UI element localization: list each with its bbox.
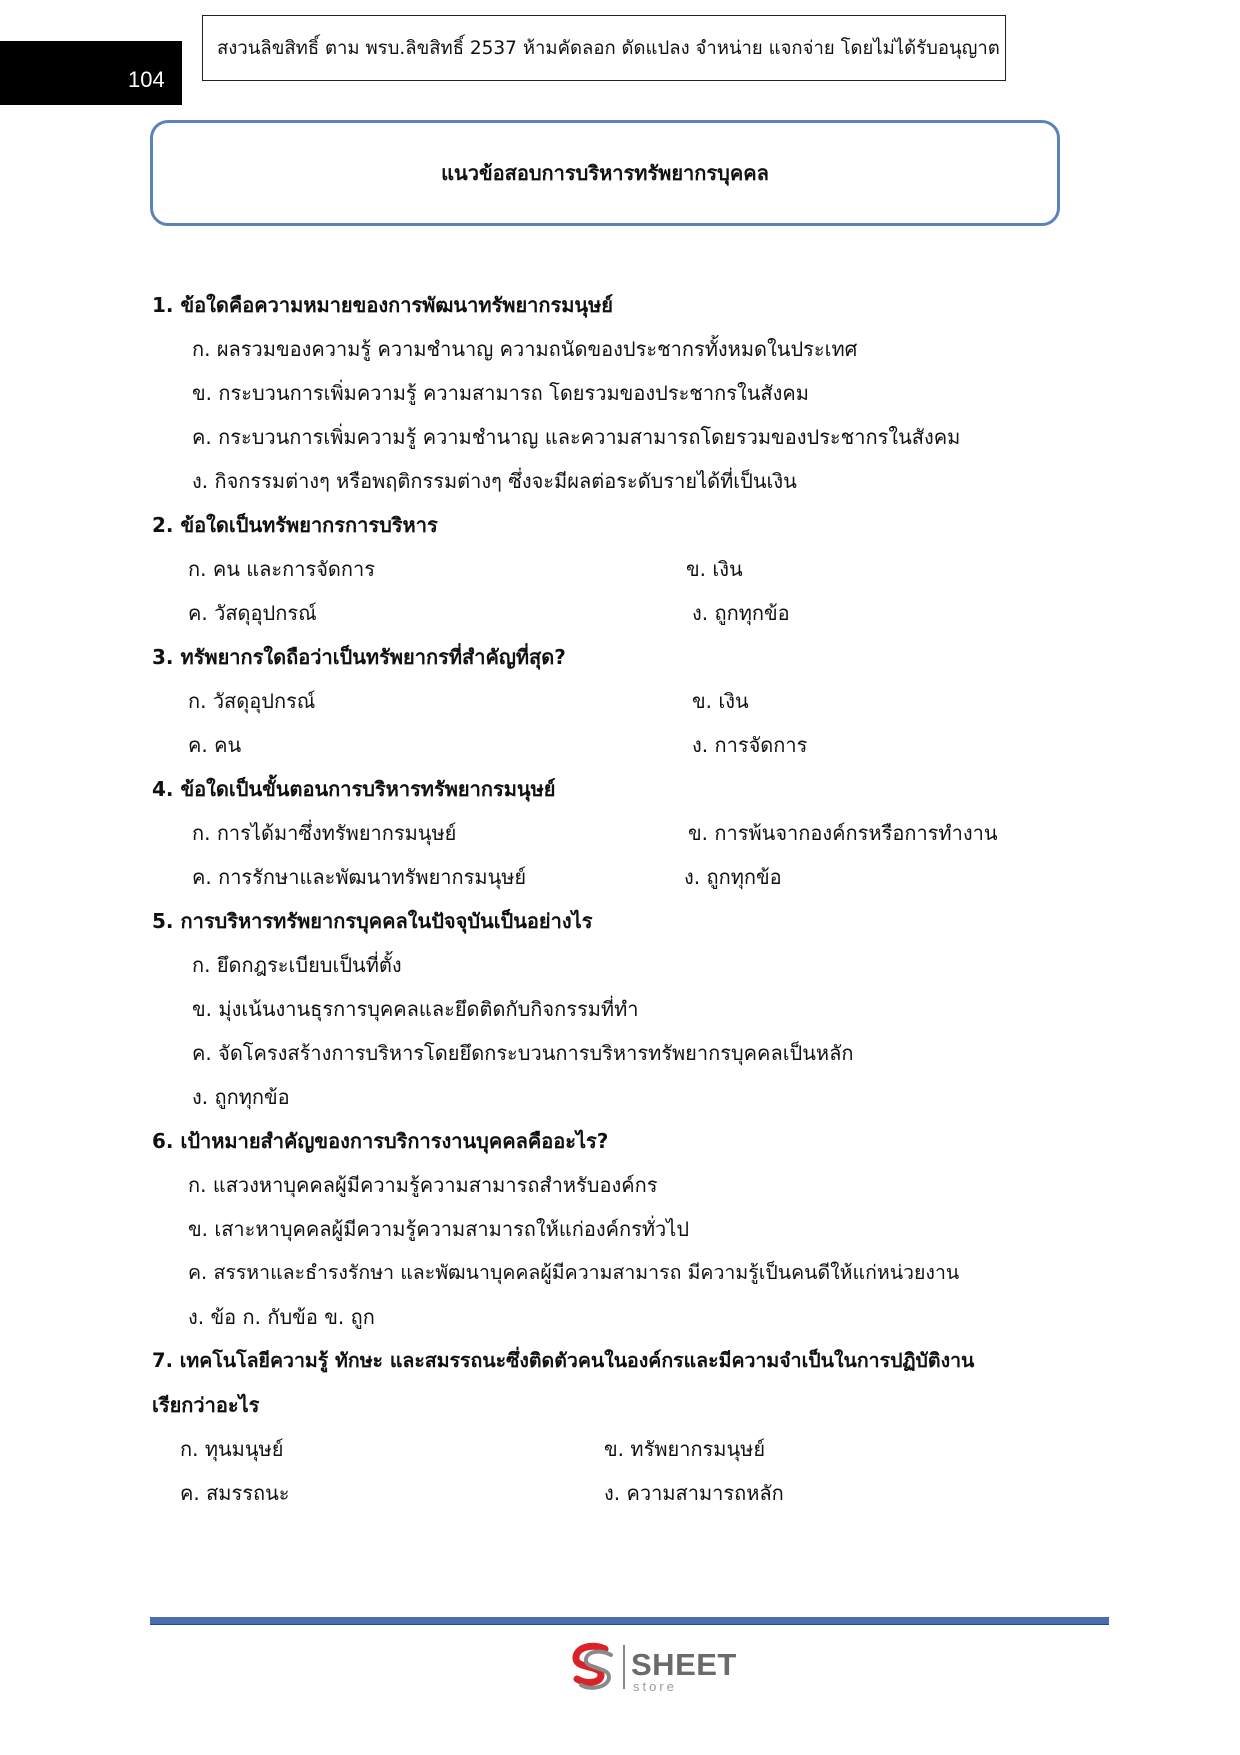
- question-3: [0, 635, 1240, 679]
- question-text: 1. ข้อใดคือความหมายของการพัฒนาทรัพยากรมนุษย์: [152, 293, 613, 317]
- option: ข. มุ่งเน้นงานธุรการบุคคลและยึดติดกับกิจกรรมที่ทำ: [192, 997, 639, 1021]
- page-number-box: [0, 41, 182, 105]
- footer-rule: [150, 1617, 1109, 1625]
- question-text: 4. ข้อใดเป็นขั้นตอนการบริหารทรัพยากรมนุษย์: [152, 777, 556, 801]
- option: ง. ข้อ ก. กับข้อ ข. ถูก: [188, 1305, 375, 1329]
- option: ก. ผลรวมของความรู้ ความชำนาญ ความถนัดของประชากรทั้งหมดในประเทศ: [192, 337, 858, 361]
- option: ก. คน และการจัดการ: [188, 557, 375, 581]
- option: ก. ยึดกฎระเบียบเป็นที่ตั้ง: [192, 953, 402, 977]
- option: ค. สมรรถนะ: [180, 1481, 290, 1505]
- option: ง. ถูกทุกข้อ: [192, 1085, 290, 1109]
- logo-divider: [623, 1645, 625, 1689]
- option: ค. สรรหาและธำรงรักษา และพัฒนาบุคคลผู้มีความสามารถ มีความรู้เป็นคนดีให้แก่หน่วยงาน: [188, 1261, 960, 1284]
- question-4: [0, 767, 1240, 811]
- option: ข. เงิน: [692, 689, 749, 713]
- option: ข. เสาะหาบุคคลผู้มีความรู้ความสามารถให้แก่องค์กรทั่วไป: [188, 1217, 690, 1241]
- option: ง. ความสามารถหลัก: [604, 1481, 784, 1505]
- option: ค. คน: [188, 733, 242, 757]
- option: ง. การจัดการ: [692, 733, 808, 757]
- option: ก. การได้มาซึ่งทรัพยากรมนุษย์: [192, 821, 457, 845]
- option: ก. ทุนมนุษย์: [180, 1437, 284, 1461]
- option: ค. จัดโครงสร้างการบริหารโดยยึดกระบวนการบริหารทรัพยากรบุคคลเป็นหลัก: [192, 1041, 854, 1065]
- option: ง. ถูกทุกข้อ: [692, 601, 790, 625]
- copyright-notice: สงวนลิขสิทธิ์ ตาม พรบ.ลิขสิทธิ์ 2537 ห้ามคัดลอก ดัดแปลง จำหน่าย แจกจ่าย โดยไม่ได้รับอนุญาต: [202, 15, 1006, 81]
- question-7-continued: [0, 1383, 1240, 1427]
- option: ค. การรักษาและพัฒนาทรัพยากรมนุษย์: [192, 865, 527, 889]
- question-text: 2. ข้อใดเป็นทรัพยากรการบริหาร: [152, 513, 438, 537]
- sheet-store-logo: [565, 1637, 745, 1697]
- page-number: 104: [128, 67, 165, 92]
- sheet-store-s-icon: [565, 1639, 621, 1695]
- option: ค. วัสดุอุปกรณ์: [188, 601, 317, 625]
- logo-subtitle: store: [633, 1679, 677, 1694]
- option: ก. แสวงหาบุคคลผู้มีความรู้ความสามารถสำหรับองค์กร: [188, 1173, 658, 1197]
- question-7: [0, 1339, 1240, 1383]
- option: ง. กิจกรรมต่างๆ หรือพฤติกรรมต่างๆ ซึ่งจะมีผลต่อระดับรายได้ที่เป็นเงิน: [192, 469, 797, 493]
- option: ค. กระบวนการเพิ่มความรู้ ความชำนาญ และความสามารถโดยรวมของประชากรในสังคม: [192, 425, 961, 449]
- question-text: 3. ทรัพยากรใดถือว่าเป็นทรัพยากรที่สำคัญที่สุด?: [152, 645, 566, 669]
- question-1: [0, 283, 1240, 327]
- question-text-continued: เรียกว่าอะไร: [152, 1393, 260, 1417]
- option: ข. ทรัพยากรมนุษย์: [604, 1437, 766, 1461]
- option: ก. วัสดุอุปกรณ์: [188, 689, 316, 713]
- question-text: 6. เป้าหมายสำคัญของการบริการงานบุคคลคืออะไร?: [152, 1129, 609, 1153]
- question-text: 5. การบริหารทรัพยากรบุคคลในปัจจุบันเป็นอย่างไร: [152, 909, 593, 933]
- option: ข. การพ้นจากองค์กรหรือการทำงาน: [688, 821, 998, 845]
- option: ข. กระบวนการเพิ่มความรู้ ความสามารถ โดยรวมของประชากรในสังคม: [192, 381, 809, 405]
- document-title: แนวข้อสอบการบริหารทรัพยากรบุคคล: [150, 120, 1060, 226]
- option: ง. ถูกทุกข้อ: [684, 865, 782, 889]
- question-2: [0, 503, 1240, 547]
- option: ข. เงิน: [686, 557, 743, 581]
- question-list: [0, 283, 1240, 1515]
- question-5: [0, 899, 1240, 943]
- question-6: [0, 1119, 1240, 1163]
- logo-word: SHEET: [631, 1647, 737, 1682]
- question-text: 7. เทคโนโลยีความรู้ ทักษะ และสมรรถนะซึ่งติดตัวคนในองค์กรและมีความจำเป็นในการปฏิบัติงาน: [152, 1349, 975, 1372]
